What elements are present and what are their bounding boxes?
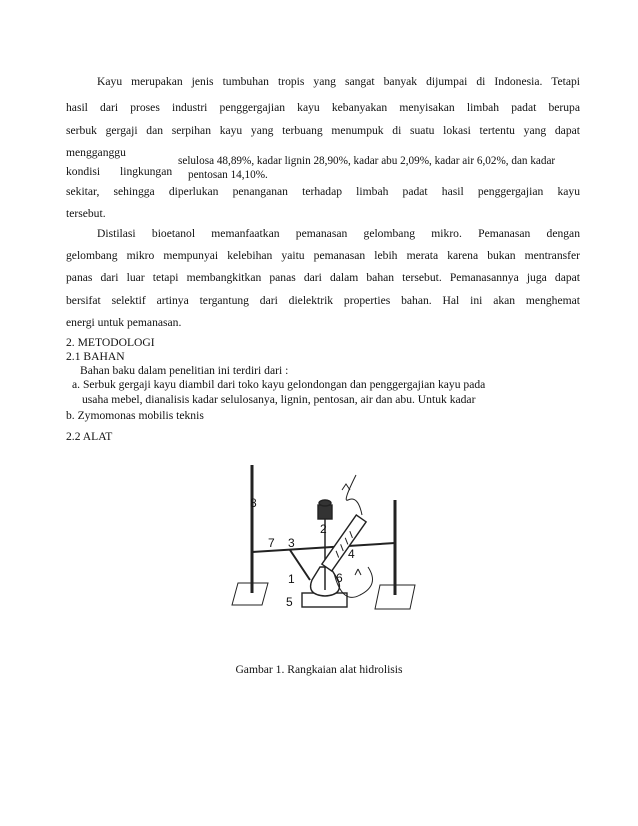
bahan-item-b: b. Zymomonas mobilis teknis: [66, 409, 204, 422]
bahan-intro: Bahan baku dalam penelitian ini terdiri dari :: [80, 364, 289, 377]
heading-alat: 2.2 ALAT: [66, 430, 113, 443]
stirrer-cap: [319, 500, 331, 506]
left-stand-base: [232, 583, 268, 605]
paragraph-1-line-2: hasil dari proses industri penggergajian kayu kebanyakan menyisakan limbah padat berupa: [66, 101, 580, 114]
hydrolysis-apparatus-figure: [230, 455, 420, 620]
overlay-text-line-1: selulosa 48,89%, kadar lignin 28,90%, kadar abu 2,09%, kadar air 6,02%, dan kadar: [178, 155, 556, 167]
paragraph-1-line-7: tersebut.: [66, 207, 106, 220]
figure-label: 8: [250, 496, 257, 510]
figure-label: 5: [286, 595, 293, 609]
heading-metodologi: 2. METODOLOGI: [66, 336, 155, 349]
paragraph-1-line-5a: kondisi: [66, 165, 101, 178]
figure-label: 1: [288, 572, 295, 586]
paragraph-1-line-4: mengganggu: [66, 146, 126, 159]
paragraph-1-line-6: sekitar, sehingga diperlukan penanganan terhadap limbah padat hasil penggergajian kayu: [66, 185, 580, 198]
figure-label: 6: [336, 571, 343, 585]
bahan-item-a-line-1: a. Serbuk gergaji kayu diambil dari toko kayu gelondongan dan penggergajian kayu pada: [72, 378, 486, 391]
paragraph-2-line-1: Distilasi bioetanol memanfaatkan pemanasan gelombang mikro. Pemanasan dengan: [97, 227, 580, 240]
paragraph-2-line-2: gelombang mikro mempunyai kelebihan yaitu pemanasan lebih merata karena bukan mentransfer: [66, 249, 580, 262]
arrow-up: [342, 484, 350, 490]
figure-label: 7: [268, 536, 275, 550]
heading-bahan: 2.1 BAHAN: [66, 350, 125, 363]
arrow-flow: [355, 569, 361, 575]
paragraph-2-line-4: bersifat selektif artinya tergantung dari dielektrik properties bahan. Hal ini akan menghemat: [66, 294, 580, 307]
paragraph-1-line-5b: lingkungan: [120, 165, 173, 178]
figure-label: 2: [320, 522, 327, 536]
overlay-text-line-2: pentosan 14,10%.: [188, 169, 268, 181]
figure-label: 4: [348, 547, 355, 561]
figure-caption: Gambar 1. Rangkaian alat hidrolisis: [235, 663, 403, 676]
paragraph-2-line-5: energi untuk pemanasan.: [66, 316, 182, 329]
stirrer-motor: [318, 505, 332, 519]
condenser: [322, 515, 366, 571]
paragraph-2-line-3: panas dari luar tetapi membangkitkan panas dari dalam bahan tersebut. Pemanasannya juga dapat: [66, 271, 580, 284]
bahan-item-a-line-2: usaha mebel, dianalisis kadar selulosanya, lignin, pentosan, air dan abu. Untuk kadar: [82, 393, 476, 406]
paragraph-1-line-1: Kayu merupakan jenis tumbuhan tropis yang sangat banyak dijumpai di Indonesia. Tetapi: [97, 75, 580, 88]
water-tube-top: [346, 475, 362, 515]
figure-label: 3: [288, 536, 295, 550]
paragraph-1-line-3: serbuk gergaji dan serpihan kayu yang terbuang menumpuk di suatu lokasi tertentu yang dapat: [66, 124, 580, 137]
